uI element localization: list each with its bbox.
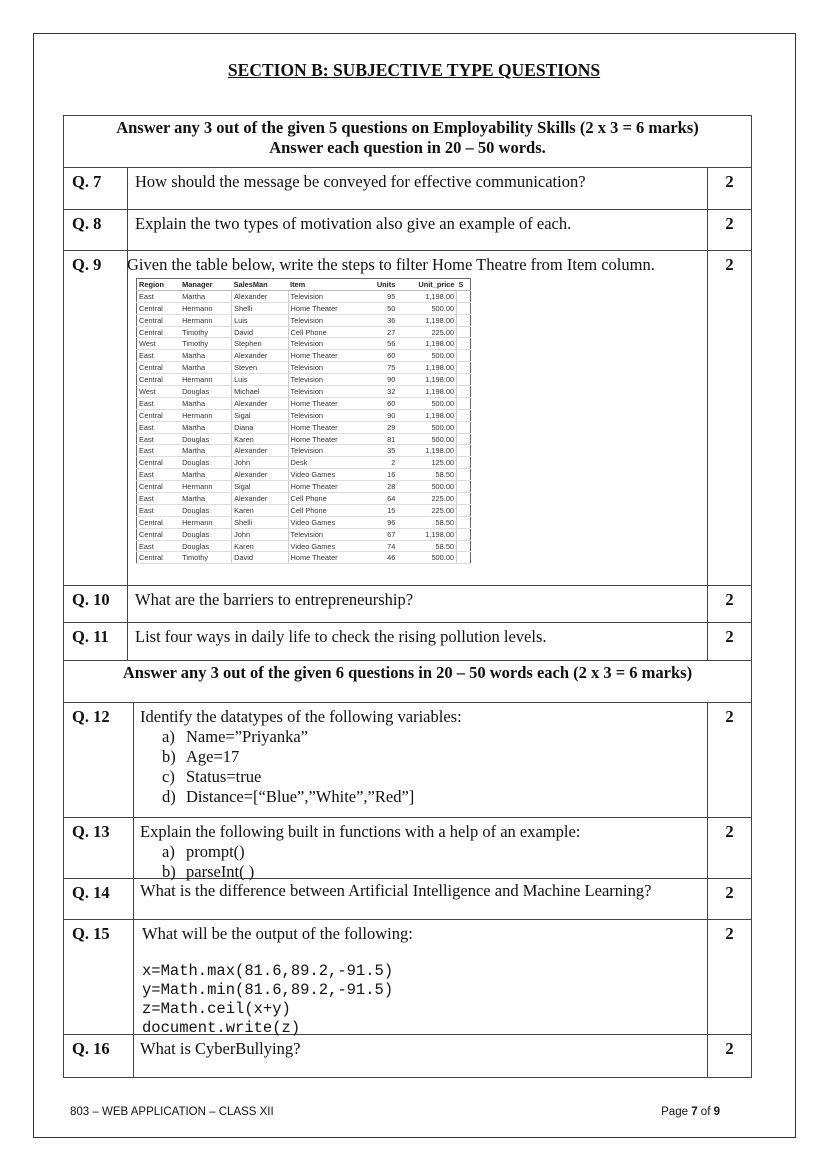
question-text: What will be the output of the following: (142, 924, 413, 943)
table-cell: Television (288, 362, 364, 374)
table-cell: Desk (288, 457, 364, 469)
table-cell: Video Games (288, 469, 364, 481)
table-cell (457, 540, 471, 552)
table-cell: 1,198.00 (397, 409, 456, 421)
table-row (137, 386, 471, 398)
table-cell: Television (288, 290, 364, 302)
table-cell: Hermann (180, 516, 231, 528)
table-cell: 1,198.00 (397, 338, 456, 350)
question-marks: 2 (707, 251, 751, 585)
code-line: z=Math.ceil(x+y) (142, 1000, 291, 1018)
footer-course: 803 – WEB APPLICATION – CLASS XII (70, 1106, 274, 1118)
table-cell: East (137, 504, 181, 516)
table-cell (457, 528, 471, 540)
table-cell: Douglas (180, 504, 231, 516)
column-header: Item (288, 279, 364, 291)
table-cell: 32 (364, 386, 397, 398)
question-row-14 (64, 879, 751, 920)
question-marks: 2 (707, 703, 751, 817)
table-cell: 75 (364, 362, 397, 374)
table-cell: East (137, 469, 181, 481)
question-number: Q. 16 (64, 1035, 134, 1077)
table-row (137, 540, 471, 552)
table-cell (457, 290, 471, 302)
option-letter: b) (162, 862, 176, 881)
question-text: What are the barriers to entrepreneurship? (135, 590, 414, 609)
table-cell: 90 (364, 409, 397, 421)
option (140, 842, 580, 862)
table-row (137, 528, 471, 540)
column-header: Region (137, 279, 181, 291)
table-row (137, 433, 471, 445)
table-cell: Alexander (232, 493, 288, 505)
table-cell: Central (137, 457, 181, 469)
table-cell: Home Theater (288, 302, 364, 314)
table-cell: East (137, 421, 181, 433)
page-of: of (697, 1106, 714, 1118)
table-row (137, 397, 471, 409)
table-cell: 500.00 (397, 350, 456, 362)
table-cell: 500.00 (397, 552, 456, 564)
table-cell: Shelli (232, 302, 288, 314)
table-cell: 36 (364, 314, 397, 326)
table-cell: Alexander (232, 397, 288, 409)
table-cell: Hermann (180, 409, 231, 421)
table-cell (457, 481, 471, 493)
table-cell: East (137, 290, 181, 302)
table-cell: Steven (232, 362, 288, 374)
question-row-11 (64, 623, 751, 661)
table-cell: Hermann (180, 374, 231, 386)
table-cell: Television (288, 338, 364, 350)
table-cell: Hermann (180, 302, 231, 314)
table-cell: 46 (364, 552, 397, 564)
table-cell: 29 (364, 421, 397, 433)
page-current: 7 (691, 1106, 698, 1118)
question-row-7 (64, 168, 751, 210)
column-header: SalesMan (232, 279, 288, 291)
question-number: Q. 14 (64, 879, 134, 919)
table-cell: Central (137, 552, 181, 564)
table-row (137, 493, 471, 505)
table-cell: Karen (232, 433, 288, 445)
table-cell: Central (137, 528, 181, 540)
table-cell: 1,198.00 (397, 314, 456, 326)
table-cell: Television (288, 386, 364, 398)
option-letter: a) (162, 842, 175, 861)
question-marks: 2 (707, 586, 751, 622)
question-row-13 (64, 818, 751, 879)
table-cell: 60 (364, 397, 397, 409)
option-text: Name=”Priyanka” (186, 727, 309, 746)
table-cell: Martha (180, 421, 231, 433)
table-cell: Martha (180, 469, 231, 481)
question-number: Q. 9 (64, 251, 128, 585)
option-letter: d) (162, 787, 176, 806)
option (140, 747, 462, 767)
table-cell: 58.50 (397, 516, 456, 528)
question-number: Q. 15 (64, 920, 134, 1034)
table-cell: Alexander (232, 469, 288, 481)
table-cell: Home Theater (288, 421, 364, 433)
table-cell: Central (137, 481, 181, 493)
table-cell: Douglas (180, 433, 231, 445)
table-cell: Alexander (232, 445, 288, 457)
table-cell: 1,198.00 (397, 374, 456, 386)
table-cell: Central (137, 362, 181, 374)
table-cell: Michael (232, 386, 288, 398)
footer-page-number (661, 1106, 720, 1118)
table-cell (457, 374, 471, 386)
table-cell: 74 (364, 540, 397, 552)
table-cell: 35 (364, 445, 397, 457)
table-cell (457, 338, 471, 350)
table-row (137, 362, 471, 374)
table-cell: Douglas (180, 540, 231, 552)
table-cell: Television (288, 528, 364, 540)
column-header: Manager (180, 279, 231, 291)
table-cell: East (137, 493, 181, 505)
table-cell: Timothy (180, 552, 231, 564)
table-cell: 50 (364, 302, 397, 314)
question-text: Explain the two types of motivation also give an example of each. (135, 214, 572, 233)
section2-header (64, 661, 751, 703)
table-cell: Video Games (288, 516, 364, 528)
table-cell: East (137, 445, 181, 457)
table-row (137, 350, 471, 362)
table-cell: 1,198.00 (397, 362, 456, 374)
table-cell: Douglas (180, 528, 231, 540)
table-cell (457, 409, 471, 421)
section1-header (64, 116, 751, 168)
table-cell: Timothy (180, 326, 231, 338)
table-cell: 56 (364, 338, 397, 350)
table-cell: David (232, 326, 288, 338)
table-cell: Douglas (180, 386, 231, 398)
table-cell: Martha (180, 397, 231, 409)
table-cell: Douglas (180, 457, 231, 469)
question-text: Explain the following built in functions with a help of an example: (140, 822, 581, 841)
table-cell: East (137, 540, 181, 552)
table-cell: 58.50 (397, 469, 456, 481)
table-cell: 64 (364, 493, 397, 505)
question-row-9 (64, 251, 751, 586)
table-cell: Shelli (232, 516, 288, 528)
table-cell: Television (288, 374, 364, 386)
table-cell: Alexander (232, 350, 288, 362)
table-cell: Alexander (232, 290, 288, 302)
table-cell: Home Theater (288, 552, 364, 564)
table-cell: East (137, 433, 181, 445)
table-cell: West (137, 338, 181, 350)
table-row (137, 421, 471, 433)
question-content (140, 703, 462, 807)
table-cell (457, 362, 471, 374)
question-number: Q. 11 (64, 623, 128, 660)
section2-instruction: Answer any 3 out of the given 6 questions in 20 – 50 words each (2 x 3 = 6 marks) (122, 663, 693, 682)
table-cell: East (137, 397, 181, 409)
question-text: Identify the datatypes of the following variables: (140, 707, 462, 726)
table-cell (457, 552, 471, 564)
column-header: Units (364, 279, 397, 291)
table-cell: Central (137, 314, 181, 326)
table-cell (457, 302, 471, 314)
question-content (142, 920, 413, 1038)
table-cell: Video Games (288, 540, 364, 552)
table-cell: 60 (364, 350, 397, 362)
table-cell (457, 350, 471, 362)
table-row (137, 481, 471, 493)
table-cell: 81 (364, 433, 397, 445)
table-row (137, 314, 471, 326)
table-row (137, 457, 471, 469)
table-cell: Karen (232, 540, 288, 552)
question-row-8 (64, 210, 751, 251)
question-row-15 (64, 920, 751, 1035)
table-cell: Television (288, 445, 364, 457)
table-cell: Martha (180, 445, 231, 457)
table-cell: 67 (364, 528, 397, 540)
question-text: Given the table below, write the steps to filter Home Theatre from Item column. (127, 255, 655, 274)
table-cell: David (232, 552, 288, 564)
table-cell: 28 (364, 481, 397, 493)
table-cell: 1,198.00 (397, 290, 456, 302)
table-cell: Karen (232, 504, 288, 516)
table-cell: 1,198.00 (397, 528, 456, 540)
question-row-16 (64, 1035, 751, 1077)
table-cell: 27 (364, 326, 397, 338)
table-cell: 90 (364, 374, 397, 386)
table-cell (457, 314, 471, 326)
table-cell: Sigal (232, 409, 288, 421)
table-row (137, 469, 471, 481)
table-cell (457, 493, 471, 505)
question-marks: 2 (707, 210, 751, 250)
question-text: How should the message be conveyed for effective communication? (135, 172, 586, 191)
table-cell: 16 (364, 469, 397, 481)
table-cell (457, 469, 471, 481)
questions-table (63, 115, 752, 1078)
table-cell: Cell Phone (288, 493, 364, 505)
table-cell: Martha (180, 493, 231, 505)
table-cell: 500.00 (397, 481, 456, 493)
table-cell: 1,198.00 (397, 445, 456, 457)
question-marks: 2 (707, 623, 751, 660)
table-cell: Martha (180, 350, 231, 362)
table-cell: 225.00 (397, 493, 456, 505)
table-cell (457, 421, 471, 433)
code-line: y=Math.min(81.6,89.2,-91.5) (142, 981, 394, 999)
table-cell: Martha (180, 290, 231, 302)
column-header: Unit_price (397, 279, 456, 291)
question-number: Q. 13 (64, 818, 134, 878)
table-cell: 225.00 (397, 504, 456, 516)
table-cell (457, 397, 471, 409)
table-cell (457, 386, 471, 398)
table-cell: Home Theater (288, 350, 364, 362)
table-row (137, 326, 471, 338)
table-cell: 58.50 (397, 540, 456, 552)
table-cell: Luis (232, 314, 288, 326)
section1-word-limit: Answer each question in 20 – 50 words. (269, 138, 546, 157)
table-cell: John (232, 528, 288, 540)
question-number: Q. 10 (64, 586, 128, 622)
table-row (137, 374, 471, 386)
table-cell: Sigal (232, 481, 288, 493)
table-row (137, 302, 471, 314)
option-letter: a) (162, 727, 175, 746)
question-number: Q. 7 (64, 168, 128, 209)
table-cell: Central (137, 326, 181, 338)
table-cell: West (137, 386, 181, 398)
question-row-12 (64, 703, 751, 818)
table-row (137, 290, 471, 302)
table-cell: 500.00 (397, 421, 456, 433)
section1-instruction: Answer any 3 out of the given 5 questions on Employability Skills (2 x 3 = 6 marks) (116, 118, 699, 137)
table-row (137, 338, 471, 350)
question-number: Q. 8 (64, 210, 128, 250)
table-row (137, 504, 471, 516)
option (140, 727, 462, 747)
table-cell: Timothy (180, 338, 231, 350)
table-cell (457, 504, 471, 516)
code-line: x=Math.max(81.6,89.2,-91.5) (142, 962, 394, 980)
question-text: List four ways in daily life to check the rising pollution levels. (135, 627, 547, 646)
option (140, 767, 462, 787)
question-content (140, 818, 580, 882)
option (140, 787, 462, 807)
table-cell: Central (137, 516, 181, 528)
table-cell: 15 (364, 504, 397, 516)
table-cell: Central (137, 409, 181, 421)
option-text: Status=true (186, 767, 262, 786)
table-cell: 500.00 (397, 433, 456, 445)
table-cell: Television (288, 314, 364, 326)
question-row-10 (64, 586, 751, 623)
table-cell (457, 516, 471, 528)
table-cell: Cell Phone (288, 326, 364, 338)
table-cell: Luis (232, 374, 288, 386)
table-cell: Television (288, 409, 364, 421)
table-cell: 125.00 (397, 457, 456, 469)
table-cell (457, 433, 471, 445)
question-text: What is CyberBullying? (140, 1039, 301, 1058)
table-cell: Martha (180, 362, 231, 374)
table-cell: Hermann (180, 314, 231, 326)
table-cell: Hermann (180, 481, 231, 493)
question-marks: 2 (707, 1035, 751, 1077)
table-cell (457, 445, 471, 457)
question-marks: 2 (707, 879, 751, 919)
table-cell: Stephen (232, 338, 288, 350)
table-cell: Home Theater (288, 433, 364, 445)
table-cell: Home Theater (288, 481, 364, 493)
question-marks: 2 (707, 818, 751, 878)
question-text: What is the difference between Artificial Intelligence and Machine Learning? (140, 881, 652, 900)
table-cell (457, 326, 471, 338)
option-text: prompt() (186, 842, 245, 861)
table-row (137, 409, 471, 421)
table-cell: 96 (364, 516, 397, 528)
option-letter: c) (162, 767, 175, 786)
table-cell: Cell Phone (288, 504, 364, 516)
table-row (137, 552, 471, 564)
table-cell: Home Theater (288, 397, 364, 409)
question-number: Q. 12 (64, 703, 134, 817)
table-cell: East (137, 350, 181, 362)
table-cell: Central (137, 302, 181, 314)
table-cell: 1,198.00 (397, 386, 456, 398)
option-text: Age=17 (186, 747, 240, 766)
option-text: Distance=[“Blue”,”White”,”Red”] (186, 787, 415, 806)
option-text: parseInt( ) (186, 862, 255, 881)
column-header: S (457, 279, 471, 291)
table-cell: Central (137, 374, 181, 386)
sales-data-table (136, 278, 471, 564)
code-line: document.write(z) (142, 1019, 301, 1037)
table-cell: 225.00 (397, 326, 456, 338)
question-marks: 2 (707, 168, 751, 209)
table-cell: 500.00 (397, 397, 456, 409)
table-cell (457, 457, 471, 469)
table-cell: 500.00 (397, 302, 456, 314)
table-row (137, 516, 471, 528)
table-cell: Diana (232, 421, 288, 433)
section-title: SECTION B: SUBJECTIVE TYPE QUESTIONS (227, 60, 601, 80)
question-marks: 2 (707, 920, 751, 1034)
option-letter: b) (162, 747, 176, 766)
table-cell: John (232, 457, 288, 469)
table-cell: 95 (364, 290, 397, 302)
table-cell: 2 (364, 457, 397, 469)
table-row (137, 445, 471, 457)
page-total: 9 (713, 1106, 720, 1118)
page-prefix: Page (661, 1106, 692, 1118)
